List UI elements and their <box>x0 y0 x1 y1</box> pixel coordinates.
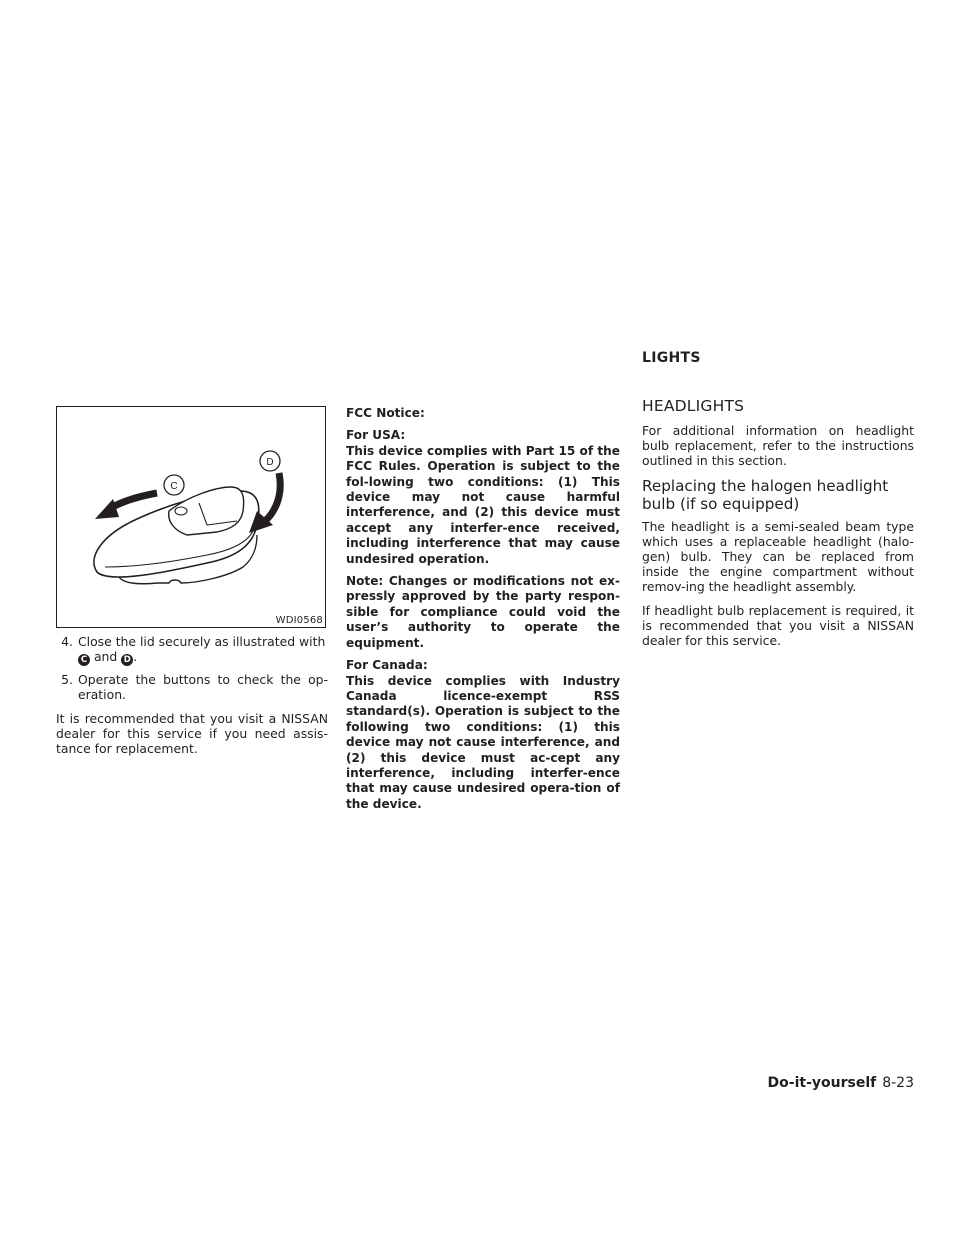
left-column <box>56 406 328 756</box>
fcc-note: Note: Changes or modifications not ex-pressly approved by the party respon-sible for compliance could void the user’s authority to operate the equipment. <box>346 574 620 650</box>
headlights-heading: HEADLIGHTS <box>642 397 745 415</box>
fcc-column <box>346 406 620 812</box>
fcc-heading: FCC Notice: <box>346 406 425 420</box>
step-number: 5. <box>61 672 73 688</box>
step-4-text: Close the lid securely as illustrated with <box>78 634 326 649</box>
step-text: Operate the buttons to check the op-eration. <box>78 672 328 703</box>
figure-code: WDI0568 <box>275 615 323 626</box>
callout-d-inline: D <box>121 654 133 666</box>
usa-heading: For USA: <box>346 428 406 443</box>
step-text <box>78 634 328 666</box>
canada-text: This device complies with Industry Canada licence-exempt RSS standard(s). Operation is subject to the following two conditions: (1) this device may not cause interference, and (2) this device must ac-cept any interference, including interfer-ence that may cause undesired opera-tion of the device. <box>346 673 620 811</box>
callout-c-label: C <box>170 481 178 492</box>
callout-d-label: D <box>266 457 274 468</box>
step-number: 4. <box>61 634 73 649</box>
step-4 <box>56 634 328 666</box>
step-4-and: and <box>93 649 118 665</box>
headlight-dealer-note: If headlight bulb replacement is required, it is recommended that you visit a NISSAN dealer for this service. <box>642 602 914 649</box>
headlight-description: The headlight is a semi-sealed beam type which uses a replaceable headlight (halo-gen) bulb. They can be replaced from inside the engine compartment without remov-ing the headlight assembly. <box>642 518 914 595</box>
key-fob-drawing <box>57 407 325 627</box>
lights-column <box>642 350 914 648</box>
page-footer <box>768 1075 914 1091</box>
fob-screw-hole <box>175 507 187 515</box>
step-5 <box>56 672 328 702</box>
headlights-intro: For additional information on headlight bulb replacement, refer to the instructions outlined in this section. <box>642 423 914 469</box>
footer-section: Do-it-yourself <box>767 1075 877 1091</box>
arrow-d-shaft <box>263 473 280 523</box>
replacement-note: It is recommended that you visit a NISSAN dealer for this service if you need assis-tance for replacement. <box>56 710 328 757</box>
callout-c-inline: C <box>78 654 90 666</box>
usa-text: This device complies with Part 15 of the FCC Rules. Operation is subject to the fol-lowing two conditions: (1) This device may not cause harmful interference, and (2) this device must accept any interfer-ence received, including interference that may cause undesired operation. <box>346 443 620 566</box>
arrow-c-shaft <box>109 493 157 509</box>
canada-heading: For Canada: <box>346 658 428 673</box>
step-4-period: . <box>133 649 138 665</box>
key-fob-illustration <box>56 406 326 628</box>
halogen-subheading: Replacing the halogen headlight bulb (if so equipped) <box>642 476 889 513</box>
page-number: 8-23 <box>882 1075 914 1091</box>
section-title: LIGHTS <box>642 350 701 366</box>
